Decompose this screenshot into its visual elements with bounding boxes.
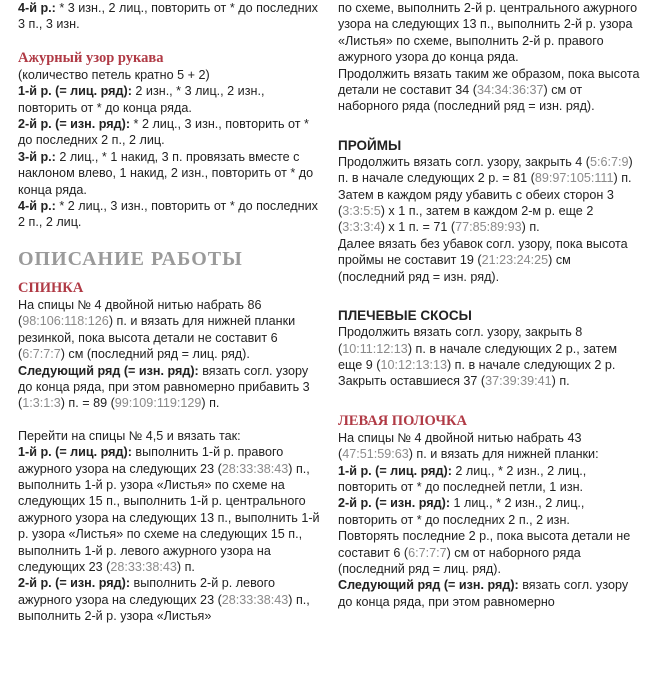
sleeve-row-3: 3-й р.: 2 лиц., * 1 накид, 3 п. провязать вместе с наклоном влево, 1 накид, 2 изн., повторить от * до конца ряда. (18, 149, 314, 197)
back-switch-needles: Перейти на спицы № 4,5 и вязать так: (18, 428, 241, 443)
back-row-2-continued: по схеме, выполнить 2-й р. центрального ажурного узора на следующих 13 п., выполнить 2-й р. узора «Листья» по схеме, выполнить 2-й р. правого ажурного узора до конца ряда. (338, 1, 638, 65)
back-heading: СПИНКА (18, 279, 84, 296)
back-continue: Продолжить вязать таким же образом, пока высота детали не составит 34 (34:34:36:37) см от наборного ряда (последний ряд = изн. ряд). (338, 66, 640, 114)
back-row-1: 1-й р. (= лиц. ряд): выполнить 1-й р. правого ажурного узора на следующих 23 (28:33:38:43) п., выполнить 1-й р. узора «Листья» по схеме на следующих 15 п., выполнить 1-й р. центрального ажурного узора на следующих 13 п., выполнить 1-й р. узора «Листья» по схеме на следующих 15 п., выполнить 1-й р. левого ажурного узора на следующих 23 (28:33:38:43) п. (18, 445, 320, 574)
back-cast-on: На спицы № 4 двойной нитью набрать 86 (98:106:118:126) п. и вязать для нижней планки резинкой, пока высота детали не составит 6 (6:7:7:7) см (последний ряд = лиц. ряд). (18, 297, 296, 362)
left-front-cast-on: На спицы № 4 двойной нитью набрать 43 (47:51:59:63) п. и вязать для нижней планки: (338, 430, 599, 462)
armholes-continue: Далее вязать без убавок согл. узору, пока высота проймы не составит 19 (21:23:24:25) см (последний ряд = изн. ряд). (338, 236, 628, 284)
shoulders-bind-off: Продолжить вязать согл. узору, закрыть 8 (10:11:12:13) п. в начале следующих 2 р., затем еще 9 (10:12:13:13) п. в начале следующих 2 р. (338, 325, 618, 372)
armholes-bind-off: Продолжить вязать согл. узору, закрыть 4 (5:6:7:9) п. в начале следующих 2 р. = 81 (89:97:105:111) п. (338, 154, 633, 186)
back-row-2: 2-й р. (= изн. ряд): выполнить 2-й р. левого ажурного узора на следующих 23 (28:33:38:43) п., выполнить 2-й р. узора «Листья» (18, 576, 310, 624)
description-heading: ОПИСАНИЕ РАБОТЫ (18, 247, 243, 270)
sleeve-row-2: 2-й р. (= изн. ряд): * 2 лиц., 3 изн., повторить от * до последних 2 п., 2 лиц. (18, 117, 309, 148)
left-front-heading: ЛЕВАЯ ПОЛОЧКА (338, 412, 467, 429)
sleeve-row-1: 1-й р. (= лиц. ряд): 2 изн., * 3 лиц., 2 изн., повторить от * до конца ряда. (18, 84, 265, 115)
left-front-next-row: Следующий ряд (= изн. ряд): вязать согл. узору до конца ряда, при этом равномерно (338, 578, 629, 609)
shoulders-final: Закрыть оставшиеся 37 (37:39:39:41) п. (338, 374, 570, 389)
left-front-repeat: Повторять последние 2 р., пока высота детали не составит 6 (6:7:7:7) см от наборного ряда (последний ряд = лиц. ряд). (338, 529, 631, 576)
sleeve-pattern-title: Ажурный узор рукава (18, 49, 164, 66)
right-column (338, 0, 640, 610)
left-front-row-1: 1-й р. (= лиц. ряд): 2 лиц., * 2 изн., 2 лиц., повторить от * до последней петли, 1 изн. (338, 463, 587, 494)
left-column (18, 0, 320, 625)
row4-top: 4-й р.: * 3 изн., 2 лиц., повторить от * до последних 3 п., 3 изн. (18, 1, 318, 32)
back-next-row: Следующий ряд (= изн. ряд): вязать согл. узору до конца ряда, при этом равномерно прибавить 3 (1:3:1:3) п. = 89 (99:109:119:129) п. (18, 363, 310, 411)
shoulders-heading: ПЛЕЧЕВЫЕ СКОСЫ (338, 308, 472, 324)
sleeve-row-4: 4-й р.: * 2 лиц., 3 изн., повторить от * до последних 2 п., 2 лиц. (18, 199, 318, 230)
sleeve-stitch-count: (количество петель кратно 5 + 2) (18, 67, 210, 82)
armholes-decrease: Затем в каждом ряду убавить с обеих сторон 3 (3:3:5:5) х 1 п., затем в каждом 2-м р. еще 2 (3:3:3:4) х 1 п. = 71 (77:85:89:93) п. (338, 187, 614, 235)
armholes-heading: ПРОЙМЫ (338, 137, 402, 153)
left-front-row-2: 2-й р. (= изн. ряд): 1 лиц., * 2 изн., 2 лиц., повторить от * до последних 2 п., 2 изн. (338, 496, 585, 527)
